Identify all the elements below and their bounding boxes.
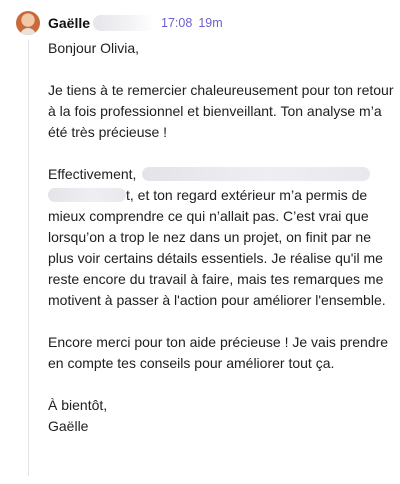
redacted-author-surname xyxy=(93,15,155,31)
thread-line xyxy=(28,40,29,476)
message-relative-time: 19m xyxy=(198,16,223,30)
spacer xyxy=(48,59,396,80)
author-name[interactable]: Gaëlle xyxy=(48,15,91,31)
message-time[interactable]: 17:08 xyxy=(161,16,193,30)
signature: Gaëlle xyxy=(48,418,89,434)
avatar[interactable] xyxy=(16,11,40,35)
redacted-text xyxy=(48,188,126,202)
paragraph-thanks: Je tiens à te remercier chaleureusement pour ton retour à la fois professionnel et bienveillant. Ton analyse m’a été très précieuse ! xyxy=(48,82,394,140)
spacer xyxy=(48,143,396,164)
paragraph-feedback-start: Effectivement, xyxy=(48,166,137,182)
spacer xyxy=(48,374,396,395)
message-body xyxy=(48,38,396,437)
paragraph-closing: Encore merci pour ton aide précieuse ! Je vais prendre en compte tes conseils pour améliorer tout ça. xyxy=(48,334,389,371)
spacer xyxy=(48,311,396,332)
paragraph-feedback xyxy=(48,164,396,311)
paragraph-feedback-end: t, et ton regard extérieur m’a permis de mieux comprendre ce qui n’allait pas. C’est vrai que lorsqu’on a trop le nez dans un projet, on finit par ne plus voir certains détails essentiels. Je réalise qu'il me reste encore du travail à faire, mais tes remarques me motivent à passer à l'action pour améliorer l'ensemble. xyxy=(48,187,386,308)
redacted-text xyxy=(142,167,370,181)
greeting: Bonjour Olivia, xyxy=(48,40,140,56)
message-header xyxy=(48,13,223,33)
signoff: À bientôt, xyxy=(48,397,108,413)
